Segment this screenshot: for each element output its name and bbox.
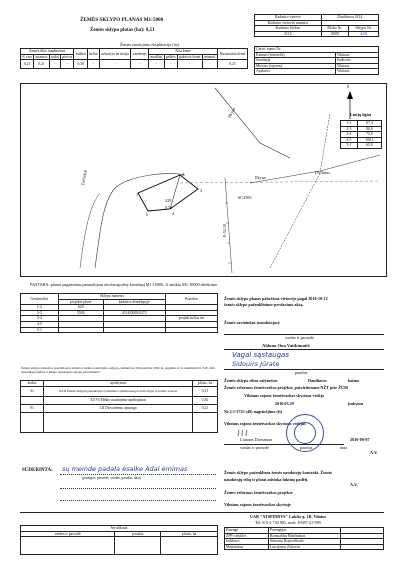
map-center-label: SC2500 bbox=[238, 195, 252, 200]
date-caption: data bbox=[340, 445, 347, 450]
company-line: UAB "ATSPINDYS" Lukšio g. 1B, Vilnius bbox=[250, 514, 327, 519]
address-cell: Kaimas (miestelis) bbox=[255, 52, 336, 58]
right-line1: Žemės sklypo planas pabrėžtas vietovėje pagal 2010-10-12 bbox=[224, 296, 328, 301]
landuse-val: - bbox=[87, 60, 99, 69]
landuse-val: - bbox=[61, 60, 74, 69]
landuse-val: - bbox=[202, 60, 217, 69]
length-val: 65,9 bbox=[357, 143, 381, 149]
map-caption: PASTABA: planas pagamintas panaudojant ortofotografinį žemėlapį M1:10000, iš atitikto M1:10000 ribelitimo bbox=[30, 282, 218, 287]
north-label: Š bbox=[347, 84, 350, 89]
restr-head: aprašymas bbox=[44, 381, 193, 387]
surveyed-col: plotas, ha bbox=[161, 531, 218, 537]
landuse-val: 0,21 bbox=[21, 60, 34, 69]
landuse-col: užstatyta teritorija bbox=[99, 49, 131, 60]
plan-title: ŽEMĖS SKLYPO PLANAS M1:5000 bbox=[80, 17, 164, 23]
restr-cell: XXII Žemės sklypai patenkantys padidintos aplinkosaugos teritorijoje ir poilsio zonose bbox=[44, 386, 193, 396]
landuse-val: 0,21 bbox=[34, 60, 50, 69]
road-left-2 bbox=[80, 193, 100, 268]
name-caption: vardas ir pavardė bbox=[240, 445, 269, 450]
role-person: Romualdas Bhežinskas bbox=[269, 533, 341, 539]
landuse-col: ariamos bbox=[35, 54, 48, 59]
neighbours-table bbox=[20, 293, 218, 333]
signature-scrawl: ⌇⌇⌇ bbox=[236, 429, 248, 438]
surveyed-col: parašas bbox=[115, 531, 161, 537]
consent-line1: Žemės sklypo paženklinta žemės naudotojų kontrakt. Žemės bbox=[224, 470, 333, 475]
roles-table bbox=[224, 527, 384, 550]
parcel-number-label: 329 bbox=[165, 198, 172, 203]
length-seg: 1-2 bbox=[341, 121, 358, 127]
address-cell: Vilniaus bbox=[335, 52, 378, 58]
restrictions-intro: Žemės sklype taikomos specialiosios žemės ir miško naudojimo sąlygos, numatytos Vyriausybės 1992 m. gegužės 12 d. nutarimu Nr. 343 „Dėl specialiųjų žemės ir miško naudojimo sąlygų patvirtinimo“ bbox=[21, 366, 215, 375]
sign-caption: parašas bbox=[300, 445, 313, 450]
owner-name: Aldona Ona Vaitkūnaitė bbox=[262, 343, 310, 348]
role-person: Liucijonas Žukovas bbox=[269, 544, 341, 550]
neighbour-cell bbox=[58, 327, 103, 333]
av-label-2: A.V. bbox=[350, 482, 358, 487]
cadastre-table bbox=[254, 14, 379, 37]
restr-head: kodas bbox=[21, 381, 44, 387]
restr-cell: 31 bbox=[21, 386, 44, 396]
official-stamp-inner bbox=[294, 422, 316, 444]
length-val: 108,1 bbox=[357, 137, 381, 143]
vertex-label: 2 bbox=[182, 172, 185, 177]
name-label: vardas ir pavardė bbox=[285, 335, 314, 340]
neighbours-head: Gretimybės bbox=[21, 294, 59, 305]
address-cell: Vilniaus bbox=[335, 69, 378, 75]
order-date: 2010.03.29 bbox=[275, 401, 294, 406]
cadastre-cell: Kadastro vietovė bbox=[255, 15, 322, 21]
neighbour-cell bbox=[103, 327, 165, 333]
road-left bbox=[95, 174, 185, 268]
length-val: 80,6 bbox=[357, 126, 381, 132]
landuse-group: Žemės ūkio naudmenos bbox=[21, 49, 74, 55]
landuse-col: pelkės bbox=[165, 54, 176, 59]
address-head: Gatvė, namo Nr. bbox=[255, 47, 379, 53]
neighbours-subhead: projekte plane bbox=[58, 299, 103, 305]
parcel-area-label: 0,51 bbox=[165, 205, 173, 210]
cadastre-cell: Bloko Nr. bbox=[321, 26, 349, 32]
landuse-col: vandenys bbox=[131, 49, 149, 60]
length-seg: 4-5 bbox=[341, 137, 358, 143]
address-cell: Apskritis bbox=[255, 69, 336, 75]
handwritten-note-1: Vagal sąstaugas bbox=[232, 351, 289, 359]
neighbours-subhead: kadastro žemėlapyje bbox=[103, 299, 165, 305]
restr-cell: 91 bbox=[21, 404, 44, 412]
cadastre-cell: Kadastro vietovės numeris bbox=[255, 20, 322, 26]
role-title: Indikavo bbox=[225, 539, 269, 545]
stamp-date: 2010-09-07 bbox=[350, 437, 370, 442]
length-seg: 2-3 bbox=[341, 126, 358, 132]
vertex-label: 5 bbox=[146, 212, 149, 217]
length-seg: 5-1 bbox=[341, 143, 358, 149]
landuse-group: Kita žemė bbox=[149, 49, 218, 55]
order-number: Nr.2.3-3735 (40) nagrinėjimo (iš) bbox=[224, 409, 283, 414]
road-top bbox=[215, 88, 290, 158]
address-cell: Vilniaus bbox=[335, 63, 378, 69]
road-left-label: Trečiokai bbox=[80, 169, 88, 186]
neighbour-cell: 4-5 bbox=[21, 321, 59, 327]
boundary-line bbox=[180, 181, 380, 183]
landuse-col: keliai bbox=[87, 49, 99, 60]
road-right-2 bbox=[270, 113, 330, 268]
landuse-val: - bbox=[99, 60, 131, 69]
landuse-col: pievos bbox=[62, 54, 73, 59]
restrictions-table bbox=[20, 380, 218, 433]
cadastre-cell: 4114 bbox=[255, 31, 322, 37]
road-right bbox=[250, 155, 380, 183]
landuse-val: 0,21 bbox=[218, 60, 248, 69]
map-side-label: P-53/10 bbox=[222, 223, 228, 238]
neighbour-cell: 5504 bbox=[58, 310, 103, 316]
role-title: ŽPP rodyklės bbox=[225, 533, 269, 539]
neighbours-head: Sklypo numeris bbox=[58, 294, 165, 300]
landuse-col: nenaud. bbox=[203, 54, 216, 59]
landuse-col: sodai bbox=[50, 54, 59, 59]
agreed-caption: (pareigos, pavardė, vardas, parašas, data) bbox=[82, 476, 142, 480]
landuse-val: - bbox=[177, 60, 202, 69]
address-cell: Miestas (rajonas) bbox=[255, 63, 336, 69]
neighbour-cell: 1-2 bbox=[21, 305, 59, 311]
place-label: Žemės sklypo ribos atžymėtas bbox=[224, 378, 278, 383]
landuse-col: iš viso bbox=[22, 54, 33, 59]
restr-head: plotas, ha bbox=[193, 381, 218, 387]
neighbour-cell: 2-3 bbox=[21, 310, 59, 316]
landuse-title: Žemės naudojimo eksplikacija (ha) bbox=[120, 42, 179, 47]
lengths-table bbox=[340, 120, 382, 149]
consent-line3: Žemės reformos žemėtvarkos projekte bbox=[224, 490, 293, 495]
cadastre-cell: Sklypo Nr. bbox=[349, 26, 379, 32]
restr-cell: 0,30 bbox=[193, 396, 218, 404]
consent-line2: naudotojų ribų ir plotai atitinka faktinę padėtį. bbox=[224, 477, 309, 482]
length-seg: 3-4 bbox=[341, 132, 358, 138]
role-person: Parengėjas bbox=[269, 528, 341, 534]
neighbour-cell bbox=[165, 327, 217, 333]
agreed-label: SUDERINTA: bbox=[22, 468, 53, 473]
role-title: Matininkas bbox=[225, 544, 269, 550]
agreed-handwritten: sų meinde padala ėsalke Adal ėmimas bbox=[62, 465, 188, 473]
landuse-val: 0,30 bbox=[74, 60, 88, 69]
length-val: 67,4 bbox=[357, 121, 381, 127]
neighbour-cell: 5-1 bbox=[21, 327, 59, 333]
landuse-col: miškai bbox=[74, 49, 88, 60]
landuse-val: - bbox=[149, 60, 165, 69]
neighbours-head: Pastabos bbox=[165, 294, 217, 305]
signer-label: Vilniaus rajono žemėtvarkos skyriaus vedėjas bbox=[224, 421, 306, 426]
neighbour-cell: projekt.kelias im bbox=[165, 316, 217, 322]
parcel-inner bbox=[170, 175, 180, 209]
map-mid-label: Ilkyno bbox=[255, 175, 266, 180]
landuse-col: medžiai bbox=[150, 54, 163, 59]
landuse-val: - bbox=[131, 60, 149, 69]
order-suffix: įsakymu bbox=[348, 401, 364, 406]
company-contacts: Tel. 8-5-2 730 981, mob. 8-687-21-999 bbox=[255, 520, 321, 525]
landuse-col: pažeista žemė bbox=[179, 54, 201, 59]
restr-cell: LII Dirvožemio apsauga bbox=[44, 404, 193, 412]
cadastre-cell: 329 bbox=[349, 31, 379, 37]
signer-name: Liutaras Dirmantas bbox=[240, 437, 273, 442]
vertex-label: 3 bbox=[200, 188, 203, 193]
lengths-title: Linijų ilgiai bbox=[350, 112, 372, 117]
av-label: A.V. bbox=[370, 450, 378, 455]
restr-cell: 0,21 bbox=[193, 404, 218, 412]
consent-line4: Vilniaus rajono žemėtvarkos skyriuje bbox=[224, 502, 291, 507]
owner-label: Žemės savininkas (naudotojas): bbox=[224, 320, 281, 325]
place-suffix: kaimo bbox=[348, 378, 360, 383]
right-line2: žemės sklypo paženklinimo-perdavimo aktą. bbox=[224, 302, 304, 307]
neighbour-cell: 3-4 bbox=[21, 316, 59, 322]
landuse-val: - bbox=[49, 60, 60, 69]
restr-cell bbox=[21, 396, 44, 404]
landuse-col: Nusausinta žemė bbox=[218, 49, 248, 60]
area-title: Žemės sklypo plotas (ha): 0,51 bbox=[90, 28, 155, 33]
landuse-table bbox=[20, 48, 248, 69]
surveyed-table bbox=[20, 525, 218, 555]
length-val: 75,9 bbox=[357, 132, 381, 138]
role-title: Parengė bbox=[225, 528, 269, 534]
address-table bbox=[254, 46, 379, 75]
address-cell: Sudervės bbox=[335, 58, 378, 64]
role-person: Simonas Ropovilkaitė bbox=[269, 539, 341, 545]
vertex-label: 1 bbox=[136, 192, 139, 197]
surveyed-head: Sertifikatai bbox=[21, 526, 218, 532]
road-top-label: Ilkyno bbox=[226, 106, 237, 119]
road-right-label: IIVilnius bbox=[315, 170, 330, 175]
handwritten-note-2: Sidouirs Jūrate bbox=[232, 360, 280, 368]
org-line: Žemės reformos žemėtvarkos projekte, patvirtintame NŽT prie ŽŪM bbox=[224, 385, 348, 390]
cadastre-cell: 0008 bbox=[321, 31, 349, 37]
surveyed-col: vardas ir pavardė bbox=[21, 531, 115, 537]
sign-label: parašas bbox=[295, 370, 308, 375]
dept-line: Vilniaus rajono žemėtvarkos skyriaus vedėjo bbox=[244, 393, 325, 398]
place-value: Daniliavos bbox=[308, 378, 327, 383]
neighbour-cell: 629 bbox=[58, 305, 103, 311]
north-arrow-head bbox=[347, 91, 353, 99]
restr-cell: XXVI Miško naudojimo apribojimai bbox=[44, 396, 193, 404]
restr-cell: 0,21 bbox=[193, 386, 218, 396]
neighbour-cell: 4114/0008:0272 bbox=[103, 310, 165, 316]
landuse-val: - bbox=[164, 60, 177, 69]
vertex-label: 4 bbox=[172, 211, 175, 216]
cadastre-cell: Daniliavos 4114 bbox=[321, 15, 378, 21]
cadastre-cell: Kadastro blokas bbox=[255, 26, 322, 32]
parcel-map bbox=[20, 83, 385, 275]
address-cell: Seniūnija bbox=[255, 58, 336, 64]
